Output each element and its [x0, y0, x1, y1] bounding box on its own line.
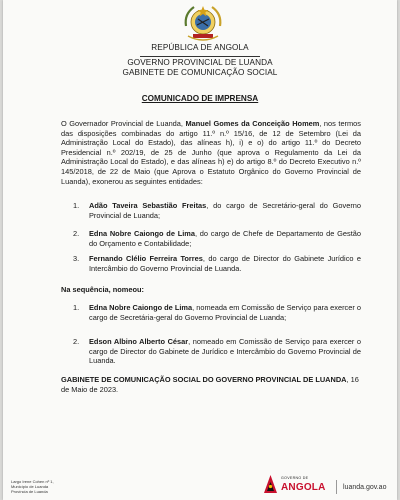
- document-page: [3, 0, 397, 500]
- person-name: Edna Nobre Caiongo de Lima: [89, 229, 195, 238]
- sequence-label-text: Na sequência, nomeou:: [61, 285, 144, 294]
- signoff: [61, 375, 361, 394]
- sequence-label: [61, 285, 361, 295]
- header-government: GOVERNO PROVINCIAL DE LUANDA: [127, 58, 273, 67]
- intro-text-body: , nos termos das disposições combinadas do artigo 11.º n.º 15/16, de 12 de Setembro (Lei da Administração Local do Estado), das alíneas h), i) e o) do artigo 11.º do Decreto Presidencial n.º 202/19, de 25 de Junho (que aprova o Regulamento da Lei da Administração Local do Estado), e das alíneas h) e) do artigo 8.º do Decreto Executivo n.º 145/2018, de 22 de Maio (que Aprova o Estatuto Orgânico do Governo Provincial de Luanda), exonerou as seguintes entidades:: [61, 119, 361, 186]
- document-title: COMUNICADO DE IMPRENSA: [141, 94, 259, 103]
- item-number: 1.: [73, 303, 80, 312]
- header-country: REPÚBLICA DE ANGOLA: [151, 43, 249, 52]
- item-number: 2.: [73, 337, 80, 346]
- angola-flag-mark-icon: [263, 474, 278, 494]
- header-divider: [140, 56, 260, 57]
- logo-big-text: ANGOLA: [281, 482, 326, 493]
- signoff-date: , 16 de Maio de 2023.: [61, 375, 359, 394]
- appointment-item: [73, 303, 361, 322]
- person-name: Fernando Clélio Ferreira Torres: [89, 254, 203, 263]
- footer-address: [11, 479, 101, 494]
- appointment-item: [73, 337, 361, 366]
- exoneration-item: [73, 229, 361, 248]
- exoneration-item: [73, 254, 361, 273]
- header-office: GABINETE DE COMUNICAÇÃO SOCIAL: [122, 68, 278, 77]
- intro-paragraph: [61, 119, 361, 186]
- address-line: Largo Irene Cohen nº 1,: [11, 479, 54, 484]
- item-number: 3.: [73, 254, 80, 263]
- angola-emblem-icon: [180, 2, 226, 44]
- logo-small-text: GOVERNO DE: [281, 476, 309, 480]
- signoff-office: GABINETE DE COMUNICAÇÃO SOCIAL DO GOVERNO PROVINCIAL DE LUANDA: [61, 375, 347, 384]
- item-number: 1.: [73, 201, 80, 210]
- address-line: Província de Luanda: [11, 489, 48, 494]
- item-text: , do cargo de Chefe de Departamento de Gestão do Orçamento e Contabilidade;: [89, 229, 361, 248]
- item-text: , nomeado em Comissão de Serviço para exercer o cargo de Director do Gabinete de Jurídico e Intercâmbio do Governo Provincial de Luanda.: [89, 337, 362, 366]
- governo-angola-logo: [263, 474, 331, 496]
- intro-text-lead: O Governador Provincial de Luanda,: [61, 119, 186, 128]
- exoneration-item: [73, 201, 361, 220]
- item-text: , nomeada em Comissão de Serviço para exercer o cargo de Secretária-geral do Governo Provincial de Luanda;: [89, 303, 361, 322]
- governor-name: Manuel Gomes da Conceição Homem: [185, 119, 320, 128]
- item-text: , do cargo de Secretário-geral do Governo Provincial de Luanda;: [89, 201, 361, 220]
- person-name: Edson Albino Alberto César: [89, 337, 189, 346]
- footer-website: luanda.gov.ao: [343, 484, 387, 491]
- footer-separator: [336, 480, 337, 494]
- address-line: Município de Luanda: [11, 484, 49, 489]
- item-text: , do cargo de Director do Gabinete Jurídico e Intercâmbio do Governo Provincial de Luanda.: [89, 254, 361, 273]
- person-name: Adão Taveira Sebastião Freitas: [89, 201, 207, 210]
- person-name: Edna Nobre Caiongo de Lima: [89, 303, 193, 312]
- item-number: 2.: [73, 229, 80, 238]
